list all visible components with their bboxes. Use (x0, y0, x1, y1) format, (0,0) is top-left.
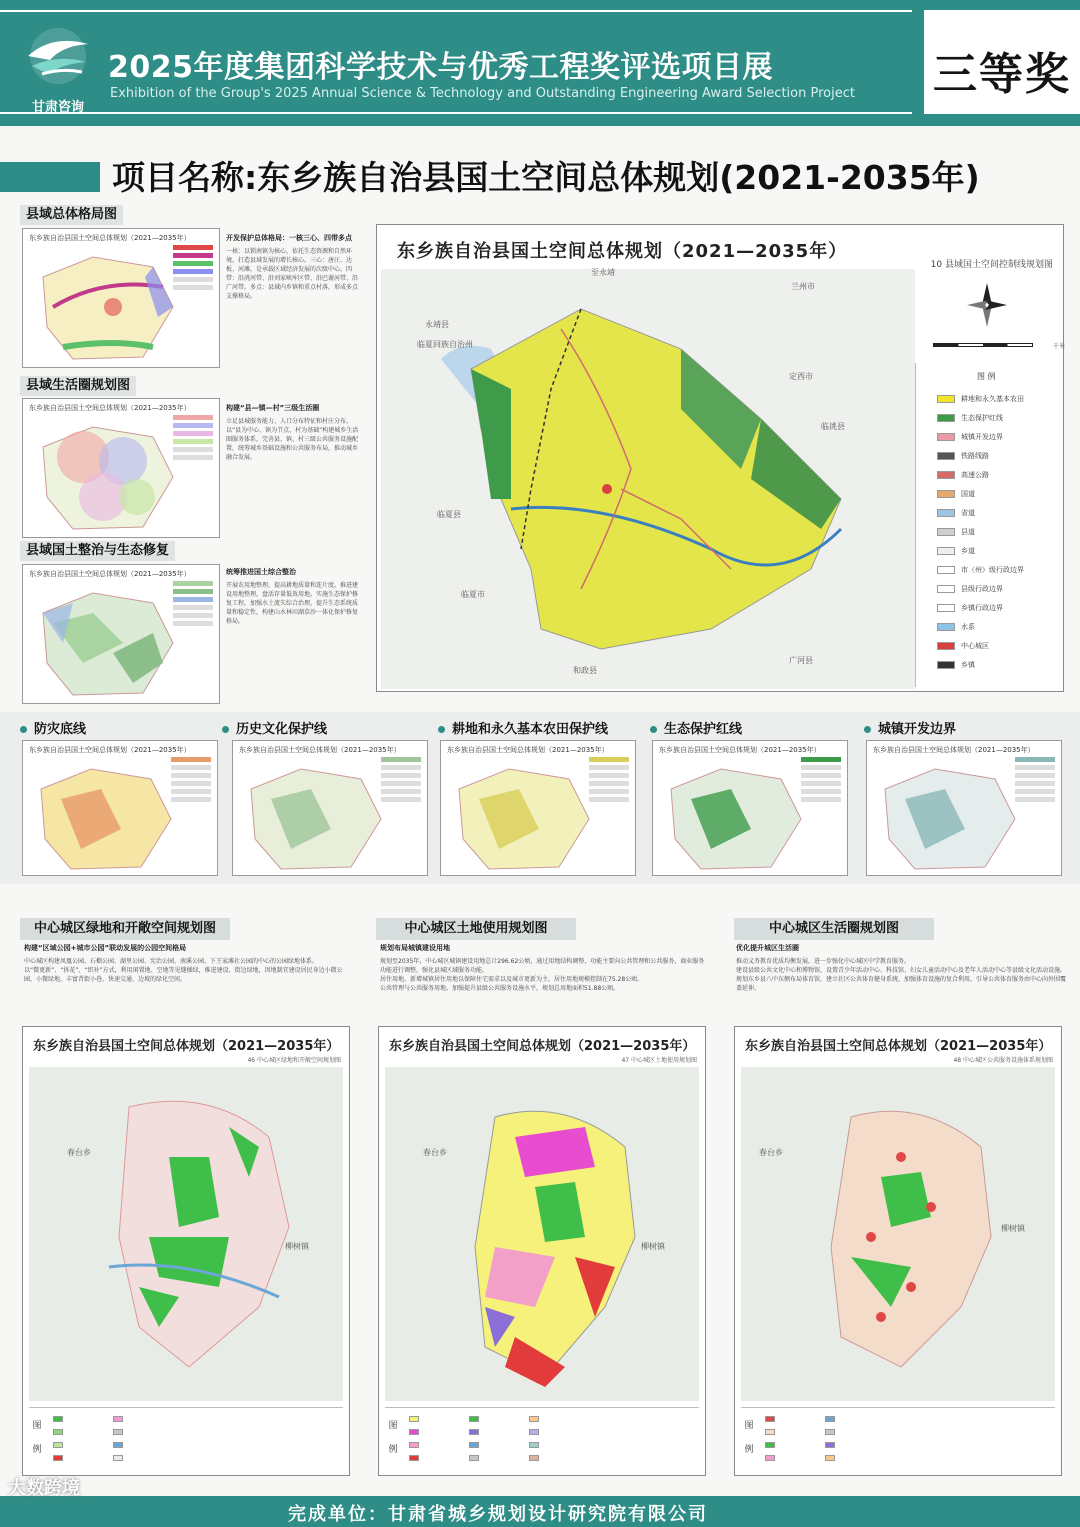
card-title: 东乡族自治县国土空间总体规划（2021—2035年） (29, 570, 191, 578)
legend-label: 乡道 (961, 547, 975, 555)
legend-swatch (469, 1442, 479, 1448)
label-disaster-line: 防灾底线 (20, 718, 86, 737)
overall-pattern-map (22, 228, 220, 368)
legend-swatch (409, 1429, 419, 1435)
header-subtitle: Exhibition of the Group's 2025 Annual Science & Technology and Outstanding Engineering Award Selection Project (110, 86, 855, 101)
legend-item (937, 507, 1053, 519)
place-label: 春台乡 (67, 1148, 91, 1157)
map-title: 东乡族自治县国土空间总体规划（2021—2035年） (745, 1039, 1052, 1054)
project-name-bar (0, 162, 100, 192)
overall-pattern-text (226, 234, 362, 301)
legend-swatch (825, 1442, 835, 1448)
card-legend (173, 245, 213, 293)
legend-item (937, 412, 1053, 424)
legend-swatch (937, 642, 955, 650)
legend-item (937, 545, 1053, 557)
legend-swatch (53, 1455, 63, 1461)
legend-item (937, 659, 1053, 671)
legend-swatch (825, 1416, 835, 1422)
legend-swatch (937, 585, 955, 593)
label-land-remediation: 县域国土整治与生态修复 (20, 541, 175, 561)
desc-bullet: 推动义务教育优质均衡发展，进一步强化中心城区中学教育服务。 (736, 958, 911, 965)
legend-swatch (469, 1429, 479, 1435)
card-title: 东乡族自治县国土空间总体规划（2021—2035年） (29, 404, 191, 412)
legend-label: 水系 (961, 623, 975, 631)
county-map-graphic (381, 269, 915, 689)
legend-label: 生态保护红线 (961, 414, 1003, 422)
county-control-line-map (376, 224, 1064, 692)
legend-label: 县道 (961, 528, 975, 536)
header-title: 2025年度集团科学技术与优秀工程奖评选项目展 (108, 50, 773, 85)
control-line-map (440, 740, 636, 876)
legend-item (937, 621, 1053, 633)
label-urban-boundary: 城镇开发边界 (864, 718, 956, 737)
card-title: 东乡族自治县国土空间总体规划（2021—2035年） (239, 746, 401, 754)
footer-bar (0, 1496, 1080, 1527)
legend-item (937, 583, 1053, 595)
logo-icon (22, 26, 94, 86)
label-overall-pattern: 县域总体格局图 (20, 205, 123, 225)
desc-head: 优化提升城区生活圈 (736, 944, 799, 952)
legend-swatch (529, 1429, 539, 1435)
control-line-graphic (241, 759, 391, 873)
legend-label: 省道 (961, 509, 975, 517)
legend-swatch (937, 528, 955, 536)
legend-swatch (113, 1442, 123, 1448)
header-banner (0, 0, 1080, 126)
landuse-text (380, 944, 710, 993)
legend-swatch (529, 1442, 539, 1448)
legend-label: 县级行政边界 (961, 585, 1003, 593)
big-map-subtitle: 10 县域国土空间控制线规划图 (930, 260, 1053, 270)
desc-head: 构建“区域公园+城市公园”联动发展的公园空间格局 (24, 944, 187, 952)
legend-item (937, 564, 1053, 576)
award-badge (918, 10, 1080, 114)
legend-item (937, 488, 1053, 500)
land-remediation-graphic (33, 583, 183, 701)
desc-head: 规划布局城镇建设用地 (380, 944, 450, 952)
control-line-graphic (449, 759, 599, 873)
scale-bar (933, 343, 1033, 347)
life-circle-text (226, 404, 362, 462)
map-subtitle: 48 中心城区公共服务设施体系规划图 (953, 1057, 1053, 1064)
place-label: 永靖县 (425, 320, 449, 329)
legend-swatch (825, 1429, 835, 1435)
legend-swatch (765, 1455, 775, 1461)
legend-swatch (529, 1455, 539, 1461)
place-label: 柳树镇 (641, 1242, 665, 1251)
desc-bullet: 中心城区构建凤凰公园、石榴公园、湖里公园、宪治公园、南溪公园、下王家滩社公园的中心的公园绿地体系。 (24, 958, 319, 965)
legend-label: 中心城区 (961, 642, 989, 650)
card-legend (801, 757, 841, 805)
legend-swatch (409, 1442, 419, 1448)
place-label: 广河县 (789, 656, 813, 665)
map-title: 东乡族自治县国土空间总体规划（2021—2035年） (389, 1039, 696, 1054)
legend-label: 高速公路 (961, 471, 989, 479)
place-label: 临夏市 (461, 590, 485, 599)
legend-item (937, 393, 1053, 405)
legend-swatch (825, 1455, 835, 1461)
card-title: 东乡族自治县国土空间总体规划（2021—2035年） (659, 746, 821, 754)
overall-pattern-graphic (33, 247, 183, 365)
place-label: 临夏回族自治州 (417, 340, 473, 349)
legend-swatch (937, 395, 955, 403)
desc-bullet: 公共管理与公共服务用地。加强提升县级公共服务设施水平，规划总用地面积51.88公顷。 (380, 985, 620, 992)
legend-swatch (937, 661, 955, 669)
card-title: 东乡族自治县国土空间总体规划（2021—2035年） (873, 746, 1035, 754)
place-label: 临洮县 (821, 422, 845, 431)
control-line-graphic (875, 759, 1025, 873)
label-farmland-line: 耕地和永久基本农田保护线 (438, 718, 608, 737)
legend-swatch (937, 490, 955, 498)
card-legend (173, 581, 213, 629)
legend-swatch (937, 509, 955, 517)
legend-swatch (937, 566, 955, 574)
legend-swatch (937, 547, 955, 555)
legend-swatch (113, 1416, 123, 1422)
legend-label: 乡镇 (961, 661, 975, 669)
life-circle-map (22, 398, 220, 538)
card-legend (1015, 757, 1055, 805)
greenspace-map (22, 1026, 350, 1476)
legend-label: 乡镇行政边界 (961, 604, 1003, 612)
legend-tag: 图例 (32, 1421, 42, 1455)
card-title: 东乡族自治县国土空间总体规划（2021—2035年） (447, 746, 609, 754)
greenspace-text (24, 944, 354, 984)
land-remediation-map (22, 564, 220, 704)
landuse-legend (385, 1407, 699, 1471)
big-map-title: 东乡族自治县国土空间总体规划（2021—2035年） (397, 241, 848, 262)
legend-swatch (53, 1429, 63, 1435)
control-line-graphic (661, 759, 811, 873)
legend-swatch (53, 1416, 63, 1422)
life-circle-center-map (734, 1026, 1062, 1476)
desc-bullet: 居住用地。新增城镇居住用地以保障住宅需求以及城市更新为主。居住用地规模控制在75.28公顷。 (380, 976, 644, 983)
land-remediation-text (226, 568, 362, 626)
desc-head: 统筹推进国土综合整治 (226, 568, 296, 576)
legend-swatch (937, 623, 955, 631)
legend-item (937, 469, 1053, 481)
greenspace-legend (29, 1407, 343, 1471)
card-title: 东乡族自治县国土空间总体规划（2021—2035年） (29, 234, 191, 242)
place-label: 和政县 (573, 666, 597, 675)
greenspace-map-graphic (29, 1067, 343, 1401)
desc-body: 开展农用地整理，提高耕地质量和连片度。推进建设用地整理，盘活存量低效用地。实施生态保护修复工程，加强水土流失综合治理，提升生态系统质量和稳定性，构建山水林田湖草沙一体化保护修复格局。 (226, 582, 359, 625)
legend-item (937, 450, 1053, 462)
legend-item (937, 640, 1053, 652)
card-legend (171, 757, 211, 805)
landuse-map (378, 1026, 706, 1476)
project-name: 项目名称:东乡族自治县国土空间总体规划(2021-2035年) (112, 158, 980, 197)
legend-swatch (765, 1429, 775, 1435)
place-label: 兰州市 (791, 282, 815, 291)
control-line-map (866, 740, 1062, 876)
desc-bullet: 规划东乡县八中东侧布局体育馆，建立社区公共体育健身系统，加强体育设施的复合利用，引导公共体育服务由中心向外围覆盖延伸。 (736, 976, 1067, 992)
logo-text: 甘肃咨询 (31, 100, 84, 115)
legend-tag: 图例 (388, 1421, 398, 1455)
control-line-map (232, 740, 428, 876)
desc-bullet: 以“微更新”、“拆花”、“织补”方式，利用闲置地、空地等见缝插绿，推进建设、街边绿地，因地制宜建设居民身边小微公园、小微绿地，丰富背街小巷、快速交通、边坡的绿化空间。 (24, 967, 343, 983)
legend-swatch (469, 1455, 479, 1461)
card-title: 东乡族自治县国土空间总体规划（2021—2035年） (29, 746, 191, 754)
map-title: 东乡族自治县国土空间总体规划（2021—2035年） (33, 1039, 340, 1054)
legend-swatch (53, 1442, 63, 1448)
north-arrow-icon (967, 283, 1007, 327)
legend-item (937, 602, 1053, 614)
label-ecology-line: 生态保护红线 (650, 718, 742, 737)
place-label: 柳树镇 (285, 1242, 309, 1251)
label-life-circle-center: 中心城区生活圈规划图 (734, 918, 934, 940)
place-label: 春台乡 (423, 1148, 447, 1157)
label-greenspace: 中心城区绿地和开敞空间规划图 (20, 918, 230, 940)
legend-label: 耕地和永久基本农田 (961, 395, 1024, 403)
control-line-graphic (31, 759, 181, 873)
life-circle-center-text (736, 944, 1066, 993)
control-line-map (652, 740, 848, 876)
legend-swatch (937, 452, 955, 460)
life-circle-center-graphic (741, 1067, 1055, 1401)
label-heritage-line: 历史文化保护线 (222, 718, 327, 737)
place-label: 临夏县 (437, 510, 461, 519)
legend-label: 城镇开发边界 (961, 433, 1003, 441)
desc-head: 开发保护总体格局：一核三心、四带多点 (226, 234, 352, 242)
legend-label: 铁路线路 (961, 452, 989, 460)
legend-label: 国道 (961, 490, 975, 498)
legend-swatch (469, 1416, 479, 1422)
card-legend (381, 757, 421, 805)
legend-swatch (113, 1455, 123, 1461)
card-legend (589, 757, 629, 805)
legend-divider (915, 363, 916, 687)
legend-swatch (765, 1416, 775, 1422)
legend-swatch (937, 471, 955, 479)
legend-swatch (409, 1416, 419, 1422)
desc-bullet: 规划至2035年，中心城区城镇建设用地总计296.62公顷，通过用地结构调整，功能主要向公共管理和公共服务、商业服务功能进行调整，强化县城区域服务功能。 (380, 958, 705, 974)
watermark: 大数跨境 (8, 1478, 80, 1499)
life-circle-center-legend (741, 1407, 1055, 1471)
legend-label: 市（州）级行政边界 (961, 566, 1024, 574)
legend-swatch (937, 433, 955, 441)
landuse-map-graphic (385, 1067, 699, 1401)
award-label: 三等奖 (933, 49, 1071, 100)
legend-swatch (937, 604, 955, 612)
legend-swatch (409, 1455, 419, 1461)
map-subtitle: 46 中心城区绿地和开敞空间规划图 (247, 1057, 341, 1064)
card-legend (173, 415, 213, 463)
scale-unit: 千米 (1053, 343, 1066, 350)
legend-item (937, 526, 1053, 538)
label-landuse: 中心城区土地使用规划图 (376, 918, 576, 940)
legend-tag: 图例 (744, 1421, 754, 1455)
desc-body: 一核：以锁南镇为核心，依托生态资源和自然环境，打造县域发展的增长核心。三心：唐汪、达板、河滩，是承载区域经济发展的次级中心。四带：沿洮河带、沿刘家峡库区带、沿巴谢河带、沿广河带。多点：县域内乡镇和重点村落，形成多点支撑格局。 (226, 248, 359, 300)
legend-swatch (937, 414, 955, 422)
desc-body: 立足县城服务能力、人口分布特征和村庄分布，以“县为中心、镇为节点、村为基础”构建城乡生活圈服务体系，完善县、镇、村三级公共服务设施配置，统筹城乡基础设施和公共服务布局，推动城乡融合发展。 (226, 418, 359, 461)
desc-bullet: 建设县级公共文化中心和博物馆，设置青少年活动中心、科技馆、妇女儿童活动中心及老年人活动中心等县级文化活动设施。 (736, 967, 1067, 974)
legend-swatch (529, 1416, 539, 1422)
legend-item (937, 431, 1053, 443)
desc-head: 构建“县—镇—村”三级生活圈 (226, 404, 320, 412)
place-label: 春台乡 (759, 1148, 783, 1157)
control-line-map (22, 740, 218, 876)
place-label: 至永靖 (591, 268, 615, 277)
map-subtitle: 47 中心城区土地使用规划图 (621, 1057, 697, 1064)
legend-title: 图 例 (977, 372, 996, 381)
legend-swatch (113, 1429, 123, 1435)
legend-swatch (765, 1442, 775, 1448)
place-label: 定西市 (789, 372, 813, 381)
life-circle-graphic (33, 417, 183, 535)
footer-credit: 完成单位：甘肃省城乡规划设计研究院有限公司 (288, 1504, 708, 1525)
label-life-circle: 县域生活圈规划图 (20, 376, 136, 396)
place-label: 柳树镇 (1001, 1224, 1025, 1233)
